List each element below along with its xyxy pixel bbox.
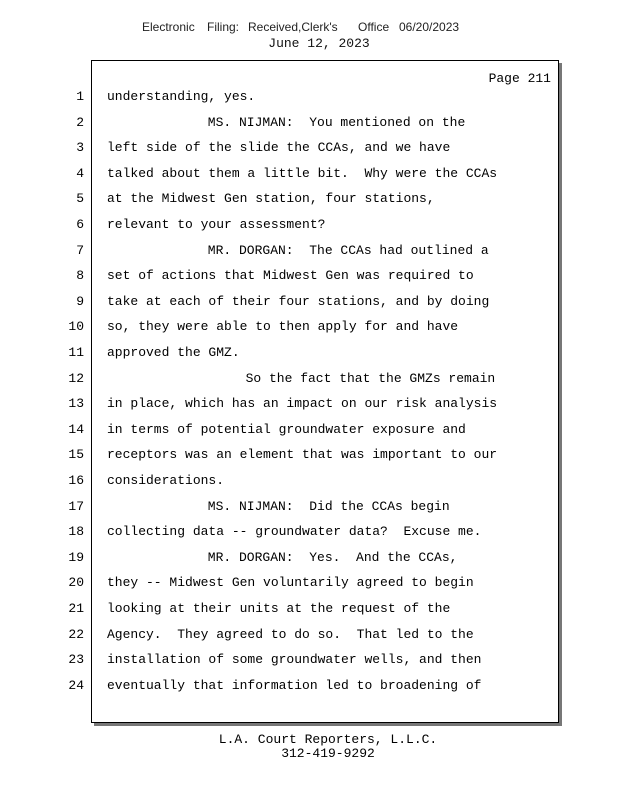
line-number: 3 <box>76 140 84 156</box>
stamp-date: 06/20/2023 <box>399 20 460 34</box>
line-text: installation of some groundwater wells, and then <box>107 652 482 668</box>
line-text: Agency. They agreed to do so. That led to the <box>107 626 474 642</box>
reporter-phone: 312-419-9292 <box>281 746 375 761</box>
line-text: looking at their units at the request of the <box>107 601 451 616</box>
transcript-line <box>0 652 618 677</box>
line-number: 11 <box>68 345 84 360</box>
line-number: 24 <box>68 677 84 693</box>
line-text: set of actions that Midwest Gen was required to <box>107 268 474 284</box>
line-text: at the Midwest Gen station, four stations, <box>107 191 435 207</box>
line-text: understanding, yes. <box>107 89 256 104</box>
line-text: collecting data -- groundwater data? Excuse me. <box>107 524 482 540</box>
transcript-line <box>0 627 618 652</box>
line-number: 23 <box>68 652 84 668</box>
stamp-office: Office <box>358 20 390 34</box>
line-text: receptors was an element that was important to our <box>107 447 498 463</box>
line-text: considerations. <box>107 473 225 488</box>
line-number: 9 <box>76 293 84 309</box>
line-number: 21 <box>68 601 84 616</box>
transcript-line <box>0 396 618 421</box>
transcript-line <box>0 575 618 600</box>
line-number: 16 <box>68 473 84 488</box>
line-text: in place, which has an impact on our risk analysis <box>107 396 498 412</box>
transcript-line <box>0 524 618 549</box>
line-number: 20 <box>68 575 84 591</box>
transcript-line <box>0 550 618 575</box>
transcript-line <box>0 243 618 268</box>
transcript-line <box>0 217 618 242</box>
line-text: so, they were able to then apply for and have <box>107 319 459 335</box>
line-number: 14 <box>68 421 84 437</box>
line-text: approved the GMZ. <box>107 345 240 360</box>
line-number: 10 <box>68 319 84 335</box>
line-text: MR. DORGAN: The CCAs had outlined a <box>207 242 489 258</box>
transcript-line <box>0 371 618 396</box>
transcript-line <box>0 89 618 114</box>
line-number: 2 <box>76 114 84 130</box>
transcript-line <box>0 166 618 191</box>
transcript-line <box>0 140 618 165</box>
line-text: MS. NIJMAN: You mentioned on the <box>207 114 466 130</box>
transcript-date: June 12, 2023 <box>268 36 370 51</box>
transcript-line <box>0 294 618 319</box>
line-number: 4 <box>76 165 84 181</box>
line-number: 7 <box>76 242 84 258</box>
reporter-company: L.A. Court Reporters, L.L.C. <box>218 732 438 747</box>
transcript-line <box>0 115 618 140</box>
line-text: they -- Midwest Gen voluntarily agreed to begin <box>107 575 474 591</box>
transcript-line <box>0 268 618 293</box>
line-text: So the fact that the GMZs remain <box>245 370 496 386</box>
line-number: 8 <box>76 268 84 284</box>
stamp-electronic: Electronic <box>142 20 195 34</box>
line-text: in terms of potential groundwater exposure and <box>107 421 466 437</box>
line-number: 18 <box>68 524 84 540</box>
transcript-line <box>0 345 618 370</box>
line-text: take at each of their four stations, and by doing <box>107 293 490 309</box>
line-number: 22 <box>68 626 84 642</box>
transcript-line <box>0 473 618 498</box>
page-number: Page 211 <box>488 71 551 86</box>
stamp-received: Received,Clerk's <box>248 20 338 34</box>
line-number: 5 <box>76 191 84 207</box>
line-number: 12 <box>68 370 84 386</box>
transcript-line <box>0 319 618 344</box>
footer <box>0 733 618 761</box>
transcript-line <box>0 191 618 216</box>
line-text: left side of the slide the CCAs, and we have <box>107 140 451 156</box>
transcript-line <box>0 678 618 703</box>
line-text: eventually that information led to broadening of <box>107 677 482 693</box>
line-number: 13 <box>68 396 84 412</box>
line-number: 1 <box>76 89 84 104</box>
transcript-line <box>0 499 618 524</box>
line-text: relevant to your assessment? <box>107 217 326 232</box>
line-text: talked about them a little bit. Why were the CCAs <box>107 165 498 181</box>
line-number: 15 <box>68 447 84 463</box>
line-text: MS. NIJMAN: Did the CCAs begin <box>207 498 450 514</box>
line-number: 19 <box>68 549 84 565</box>
stamp-filing: Filing: <box>207 20 240 34</box>
line-text: MR. DORGAN: Yes. And the CCAs, <box>207 549 458 565</box>
line-number: 17 <box>68 498 84 514</box>
transcript-line <box>0 422 618 447</box>
transcript-line <box>0 447 618 472</box>
transcript-line <box>0 601 618 626</box>
line-number: 6 <box>76 217 84 232</box>
